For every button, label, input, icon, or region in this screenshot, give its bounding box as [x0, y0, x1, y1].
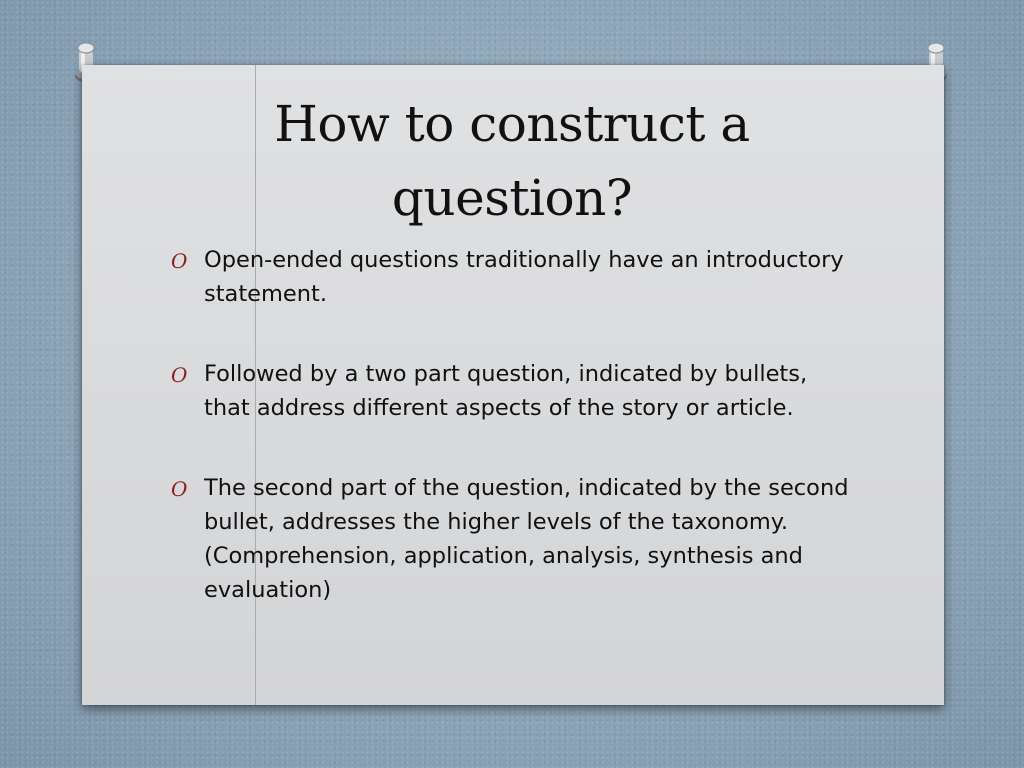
- bullet-marker-icon: O: [171, 249, 188, 273]
- bullet-item: [168, 471, 858, 607]
- bullet-marker-icon: O: [171, 363, 188, 387]
- bullet-list: [168, 243, 858, 653]
- bullet-text: The second part of the question, indicated by the second bullet, addresses the higher levels of the taxonomy. (Comprehension, application, analysis, synthesis and evaluation): [204, 475, 849, 603]
- bullet-item: [168, 357, 858, 425]
- bullet-item: [168, 243, 858, 311]
- bullet-text: Followed by a two part question, indicated by bullets, that address different aspects of the story or article.: [204, 361, 808, 421]
- slide-card: [82, 65, 944, 705]
- bullet-text: Open-ended questions traditionally have an introductory statement.: [204, 247, 844, 307]
- bullet-marker-icon: O: [171, 477, 188, 501]
- slide-title: How to construct a question?: [274, 95, 750, 227]
